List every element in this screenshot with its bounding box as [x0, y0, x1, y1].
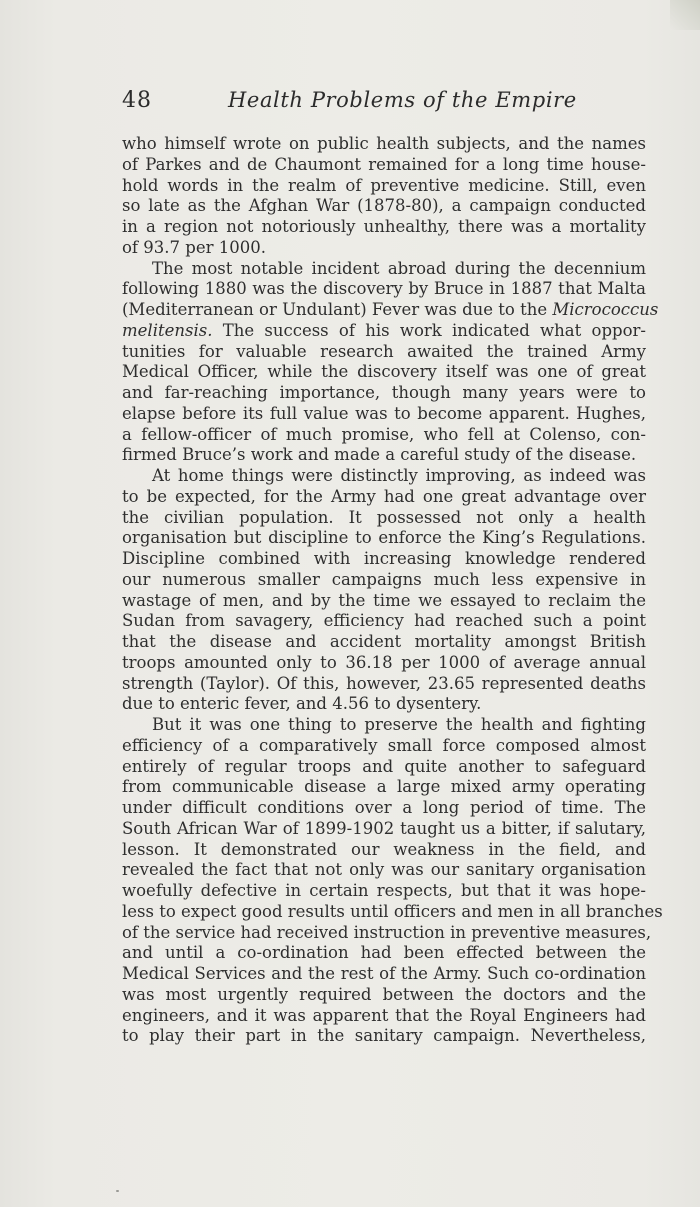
line-text: entirely of regular troops and quite another to safeguard [122, 756, 646, 776]
line-text: following 1880 was the discovery by Bruce in 1887 that Malta [122, 279, 646, 299]
line-text: But it was one thing to preserve the health and fighting [152, 715, 646, 734]
text-line [122, 881, 646, 902]
line-text: South African War of 1899-1902 taught us a bitter, if salutary, [122, 818, 646, 838]
line-text: firmed Bruce’s work and made a careful study of the disease. [122, 445, 637, 465]
page-corner-shadow [670, 0, 700, 30]
text-line [122, 383, 646, 404]
text-line [122, 715, 646, 736]
line-text: to be expected, for the Army had one great advantage over [122, 486, 646, 506]
line-text: was most urgently required between the doctors and the [122, 984, 646, 1004]
text-line [122, 694, 646, 715]
page-speck [116, 1190, 119, 1192]
line-text: our numerous smaller campaigns much less expensive in [122, 569, 646, 589]
text-line [122, 964, 646, 985]
body-text [122, 134, 663, 1047]
line-text: The most notable incident abroad during the decennium [152, 258, 646, 278]
line-text: troops amounted only to 36.18 per 1000 of average annual [122, 652, 646, 672]
running-title: Health Problems of the Empire [228, 88, 577, 112]
line-text: (Mediterranean or Undulant) Fever was due to the [122, 300, 553, 319]
text-line [122, 570, 646, 591]
line-text: Medical Officer, while the discovery itself was one of great [122, 362, 646, 382]
text-line [122, 445, 646, 466]
line-text: of the service had received instruction in preventive measures, [122, 922, 652, 942]
line-text: Discipline combined with increasing knowledge rendered [122, 549, 646, 568]
line-text: revealed the fact that not only was our sanitary organisation [122, 860, 646, 880]
text-line [122, 259, 646, 280]
text-line [122, 508, 646, 529]
text-line [122, 279, 646, 300]
line-text: less to expect good results until officers and men in all branches [122, 901, 663, 921]
text-line [122, 736, 646, 757]
text-line [122, 840, 646, 861]
line-text: strength (Taylor). Of this, however, 23.65 represented deaths [122, 673, 646, 693]
line-text: to play their part in the sanitary campaign. Nevertheless, [122, 1026, 646, 1046]
line-text: organisation but discipline to enforce the King’s Regulations. [122, 528, 646, 548]
text-line [122, 632, 646, 653]
text-line [122, 466, 646, 487]
line-text: elapse before its full value was to become apparent. Hughes, [122, 403, 646, 423]
text-line [122, 901, 663, 923]
text-line [122, 176, 646, 197]
line-text: a fellow-officer of much promise, who fell at Colenso, con- [122, 424, 646, 444]
line-text: that the disease and accident mortality amongst British [122, 632, 646, 651]
text-line [122, 798, 646, 819]
text-line [122, 362, 646, 383]
line-text: and until a co-ordination had been effected between the [122, 943, 646, 963]
line-text: due to enteric fever, and 4.56 to dysentery. [122, 694, 482, 714]
text-line [122, 217, 646, 238]
text-line [122, 425, 646, 446]
text-line [122, 674, 646, 695]
line-text: so late as the Afghan War (1878-80), a campaign conducted [122, 196, 646, 216]
line-text: of Parkes and de Chaumont remained for a long time house- [122, 154, 646, 174]
line-text: The success of his work indicated what oppor- [212, 320, 646, 340]
text-line [122, 777, 646, 798]
text-line [122, 1026, 646, 1047]
page-number: 48 [122, 88, 152, 113]
text-line [122, 922, 652, 944]
line-text: the civilian population. It possessed not only a health [122, 507, 646, 527]
text-line [122, 757, 646, 778]
line-text: Sudan from savagery, efficiency had reached such a point [122, 611, 646, 631]
italic-term: melitensis. [122, 320, 213, 340]
text-line [122, 196, 646, 217]
line-text: engineers, and it was apparent that the Royal Engineers had [122, 1005, 646, 1025]
line-text: Medical Services and the rest of the Army. Such co-ordination [122, 964, 646, 983]
text-line [122, 238, 646, 259]
text-line [122, 404, 646, 425]
line-text: in a region not notoriously unhealthy, there was a mortality [122, 217, 646, 236]
text-line [122, 819, 646, 840]
line-text: of 93.7 per 1000. [122, 237, 266, 257]
line-text: efficiency of a comparatively small force composed almost [122, 735, 646, 755]
text-line [122, 653, 646, 674]
line-text: from communicable disease a large mixed army operating [122, 777, 646, 797]
line-text: lesson. It demonstrated our weakness in the field, and [122, 839, 646, 859]
text-line [122, 943, 646, 964]
line-text: under difficult conditions over a long period of time. The [122, 798, 646, 817]
text-line [122, 300, 659, 321]
text-line [122, 487, 646, 508]
text-line [122, 134, 646, 155]
line-text: who himself wrote on public health subjects, and the names [122, 134, 646, 153]
line-text: hold words in the realm of preventive medicine. Still, even [122, 175, 646, 195]
italic-term: Micrococcus [552, 300, 659, 319]
line-text: wastage of men, and by the time we essayed to reclaim the [122, 590, 646, 610]
line-text: and far-reaching importance, though many years were to [122, 383, 646, 402]
text-line [122, 1006, 646, 1027]
text-line [122, 342, 646, 363]
text-line [122, 985, 646, 1006]
line-text: woefully defective in certain respects, but that it was hope- [122, 881, 646, 900]
line-text: tunities for valuable research awaited the trained Army [122, 341, 646, 361]
text-line [122, 155, 646, 176]
page-header [122, 88, 646, 122]
text-line [122, 528, 646, 549]
text-line [122, 549, 646, 570]
text-line [122, 591, 646, 612]
text-line [122, 860, 646, 881]
text-line [122, 611, 646, 632]
text-line [122, 321, 646, 342]
line-text: At home things were distinctly improving, as indeed was [152, 466, 646, 485]
